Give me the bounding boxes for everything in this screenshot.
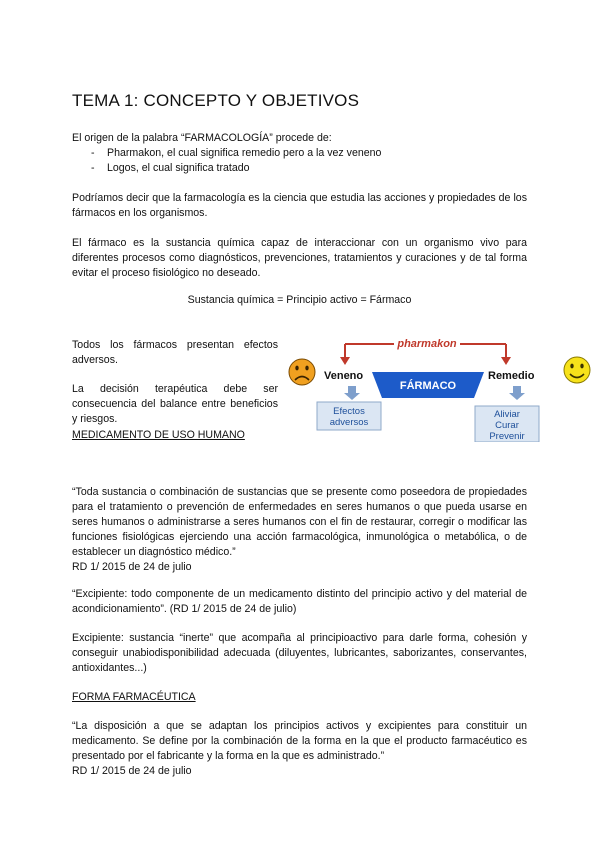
remedio-label: Remedio (488, 370, 535, 382)
down-arrow-icon (509, 386, 525, 400)
origin-intro: El origen de la palabra “FARMACOLOGÍA” procede de: (72, 132, 332, 144)
farmaco-label: FÁRMACO (399, 380, 457, 392)
efectos-line-2: adversos (329, 417, 369, 428)
aliviar-line-1: Aliviar (494, 409, 520, 420)
definition-paragraph: Podríamos decir que la farmacología es la ciencia que estudia las acciones y propiedades de los fármacos en los organismos. (72, 192, 527, 219)
veneno-label: Veneno (324, 370, 364, 382)
page-title: TEMA 1: CONCEPTO Y OBJETIVOS (72, 91, 360, 110)
pharmakon-label: pharmakon (397, 338, 457, 350)
excipiente-quote: “Excipiente: todo componente de un medicamento distinto del principio activo y del material de acondicionamiento”. (RD 1/ 2015 de 24 de julio) (72, 588, 527, 615)
down-arrow-icon (344, 386, 360, 400)
medicamento-source: RD 1/ 2015 de 24 de julio (72, 561, 192, 573)
equation-line: Sustancia química = Principio activo = Fármaco (187, 294, 412, 306)
origin-list (72, 146, 527, 176)
sad-face-icon (289, 359, 315, 385)
forma-source: RD 1/ 2015 de 24 de julio (72, 765, 192, 777)
section-heading-medicamento: MEDICAMENTO DE USO HUMANO (72, 429, 245, 441)
aliviar-line-3: Prevenir (489, 431, 525, 442)
list-item: - Pharmakon, el cual significa remedio pero a la vez veneno (72, 146, 527, 161)
happy-face-icon (564, 357, 590, 383)
forma-quote: “La disposición a que se adaptan los principios activos y excipientes para constituir un medicamento. Se define por la combinación de la forma en la que el producto farmacéutico es presentado por el fabricante y la forma en la que es administrado.” (72, 720, 527, 762)
excipiente-description: Excipiente: sustancia “inerte” que acompaña al principioactivo para darle forma, cohesión y conseguir unabiodisponibilidad adecuada (diluyentes, lubricantes, saborizantes, conservantes, antioxidantes...) (72, 632, 527, 674)
pharmakon-diagram (284, 330, 596, 442)
farmaco-paragraph: El fármaco es la sustancia química capaz de interaccionar con un organismo vivo para diferentes procesos como diagnósticos, prevenciones, tratamientos y curaciones y de tal forma evitar el proceso fisiológico no deseado. (72, 237, 527, 279)
medicamento-quote: “Toda sustancia o combinación de sustancias que se presente como poseedora de propiedades para el tratamiento o prevención de enfermedades en seres humanos o que pueda usarse en seres humanos o administrarse a seres humanos con el fin de restaurar, corregir o modificar las funciones fisiológicas ejerciendo una acción farmacológica, inmunológica o metabólica, o de establecer un diagnóstico médico.” (72, 486, 527, 558)
efectos-line-1: Efectos (333, 406, 365, 417)
list-item: - Logos, el cual significa tratado (72, 161, 527, 176)
section-heading-forma: FORMA FARMACÉUTICA (72, 691, 196, 703)
side-paragraph-2: La decisión terapéutica debe ser consecuencia del balance entre beneficios y riesgos. (72, 383, 278, 425)
aliviar-line-2: Curar (495, 420, 519, 431)
side-paragraph-1: Todos los fármacos presentan efectos adversos. (72, 339, 278, 366)
origin-block (72, 131, 527, 176)
